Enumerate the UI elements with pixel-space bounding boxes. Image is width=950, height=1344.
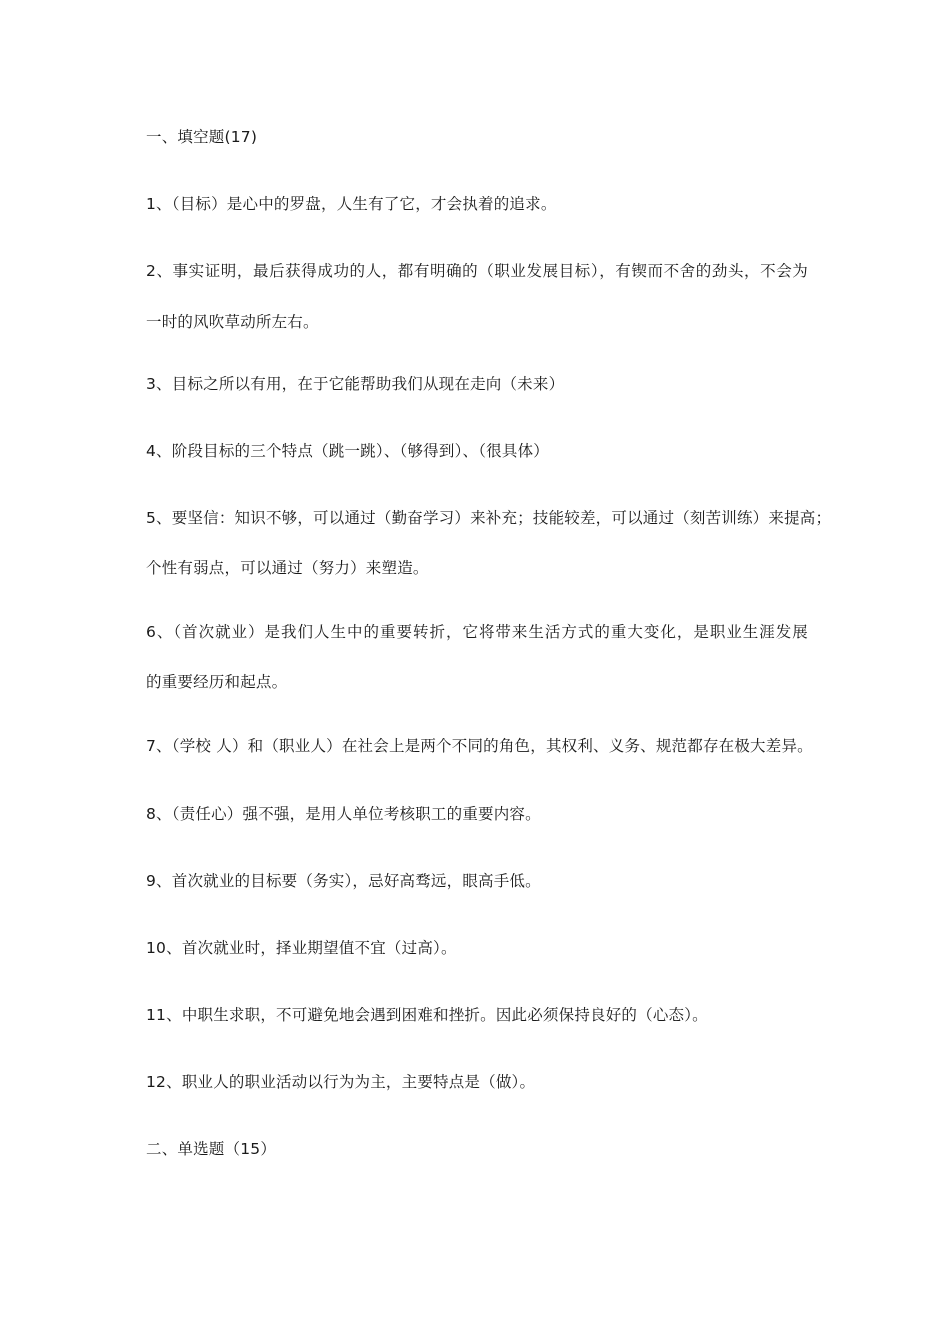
question-9: 9、首次就业的目标要（务实），忌好高骛远，眼高手低。: [146, 872, 541, 890]
question-4: 4、阶段目标的三个特点（跳一跳）、（够得到）、（很具体）: [146, 442, 549, 460]
question-7: 7、（学校 人）和（职业人）在社会上是两个不同的角色，其权利、义务、规范都存在极大差异。: [146, 737, 813, 755]
question-2-line-1: 2、事实证明，最后获得成功的人，都有明确的（职业发展目标），有锲而不舍的劲头，不会为: [146, 262, 808, 280]
question-6-line-2: 的重要经历和起点。: [146, 673, 288, 691]
question-2-line-2: 一时的风吹草动所左右。: [146, 313, 319, 331]
question-5-line-1: 5、要坚信：知识不够，可以通过（勤奋学习）来补充；技能较差，可以通过（刻苦训练）来提高；: [146, 509, 832, 527]
question-8: 8、（责任心）强不强，是用人单位考核职工的重要内容。: [146, 805, 541, 823]
question-3: 3、目标之所以有用，在于它能帮助我们从现在走向（未来）: [146, 375, 565, 393]
question-10: 10、首次就业时，择业期望值不宜（过高）。: [146, 939, 457, 957]
question-11: 11、中职生求职，不可避免地会遇到困难和挫折。因此必须保持良好的（心态）。: [146, 1006, 708, 1024]
section-heading-single-choice: 二、单选题（15）: [146, 1140, 277, 1158]
question-1: 1、（目标）是心中的罗盘，人生有了它，才会执着的追求。: [146, 195, 557, 213]
section-heading-fill-in-blank: 一、填空题(17): [146, 128, 258, 146]
question-6-line-1: 6、（首次就业）是我们人生中的重要转折，它将带来生活方式的重大变化，是职业生涯发展: [146, 623, 808, 641]
question-5-line-2: 个性有弱点，可以通过（努力）来塑造。: [146, 559, 429, 577]
question-12: 12、职业人的职业活动以行为为主，主要特点是（做）。: [146, 1073, 536, 1091]
